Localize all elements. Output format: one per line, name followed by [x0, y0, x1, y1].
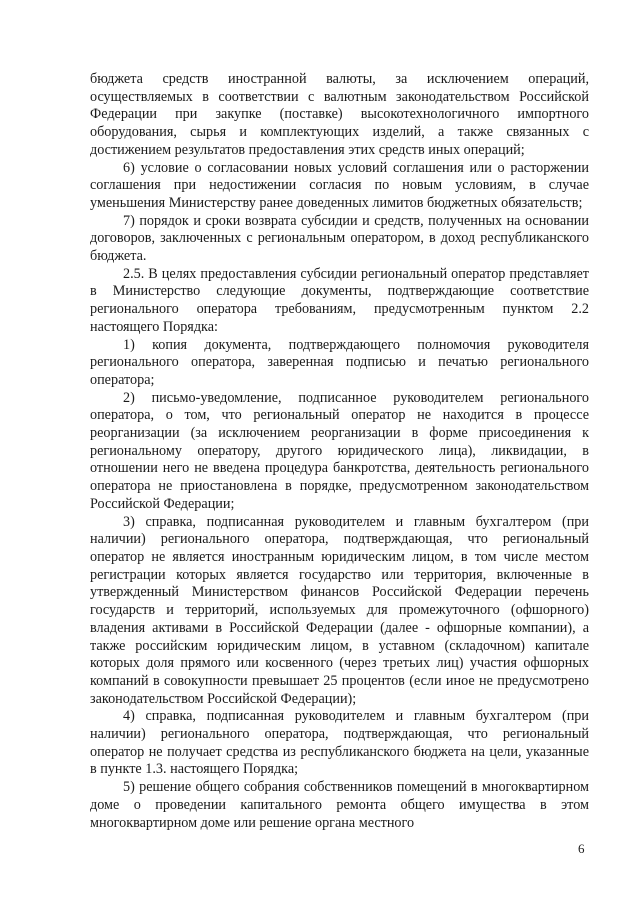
page-number: 6 — [578, 841, 585, 856]
paragraph-item-3: 3) справка, подписанная руководителем и главным бухгалтером (при наличии) регионального оператора, подтверждающая, что региональный оператор не является иностранным юридическим лицом, в том числе местом регистрации которых является государство или территория, включенные в утвержденный Министерством финансов Российской Федерации перечень государств и территорий, используемых для промежуточного (офшорного) владения активами в Российской Федерации (далее - офшорные компании), а также российским юридическим лицом, в уставном (складочном) капитале которых доля прямого или косвенного (через третьих лиц) участия офшорных компаний в совокупности превышает 25 процентов (если иное не предусмотрено законодательством Российской Федерации); — [90, 513, 589, 707]
paragraph-item-2: 2) письмо-уведомление, подписанное руководителем регионального оператора, о том, что региональный оператор не находится в процессе реорганизации (за исключением реорганизации в форме присоединения к региональному оператору, другого юридического лица), ликвидации, в отношении него не введена процедура банкротства, деятельность регионального оператора не приостановлена в порядке, предусмотренном законодательством Российской Федерации; — [90, 389, 589, 512]
paragraph-continuation: бюджета средств иностранной валюты, за исключением операций, осуществляемых в соответствии с валютным законодательством Российской Федерации при закупке (поставке) высокотехнологичного импортного оборудования, сырья и комплектующих изделий, а также связанных с достижением результатов предоставления этих средств иных операций; — [90, 71, 589, 158]
paragraph-item-4: 4) справка, подписанная руководителем и главным бухгалтером (при наличии) регионального оператора, подтверждающая, что региональный оператор не получает средства из республиканского бюджета на цели, указанные в пункте 1.3. настоящего Порядка; — [90, 708, 589, 778]
paragraph-item-1: 1) копия документа, подтверждающего полномочия руководителя регионального оператора, заверенная подписью и печатью регионального оператора; — [90, 336, 589, 388]
paragraph-item-5: 5) решение общего собрания собственников помещений в многоквартирном доме о проведении капитального ремонта общего имущества в этом многоквартирном доме или решение органа местного — [90, 779, 589, 831]
paragraph-item-7: 7) порядок и сроки возврата субсидии и средств, полученных на основании договоров, заключенных с региональным оператором, в доход республиканского бюджета. — [90, 212, 589, 265]
paragraph-section-2-5: 2.5. В целях предоставления субсидии региональный оператор представляет в Министерство следующие документы, подтверждающие соответствие регионального оператора требованиям, предусмотренным пунктом 2.2 настоящего Порядка: — [90, 265, 589, 335]
body-text — [90, 71, 589, 832]
paragraph-item-6: 6) условие о согласовании новых условий соглашения или о расторжении соглашения при недостижении согласия по новым условиям, в случае уменьшения Министерству ранее доведенных лимитов бюджетных обязательств; — [90, 159, 589, 211]
